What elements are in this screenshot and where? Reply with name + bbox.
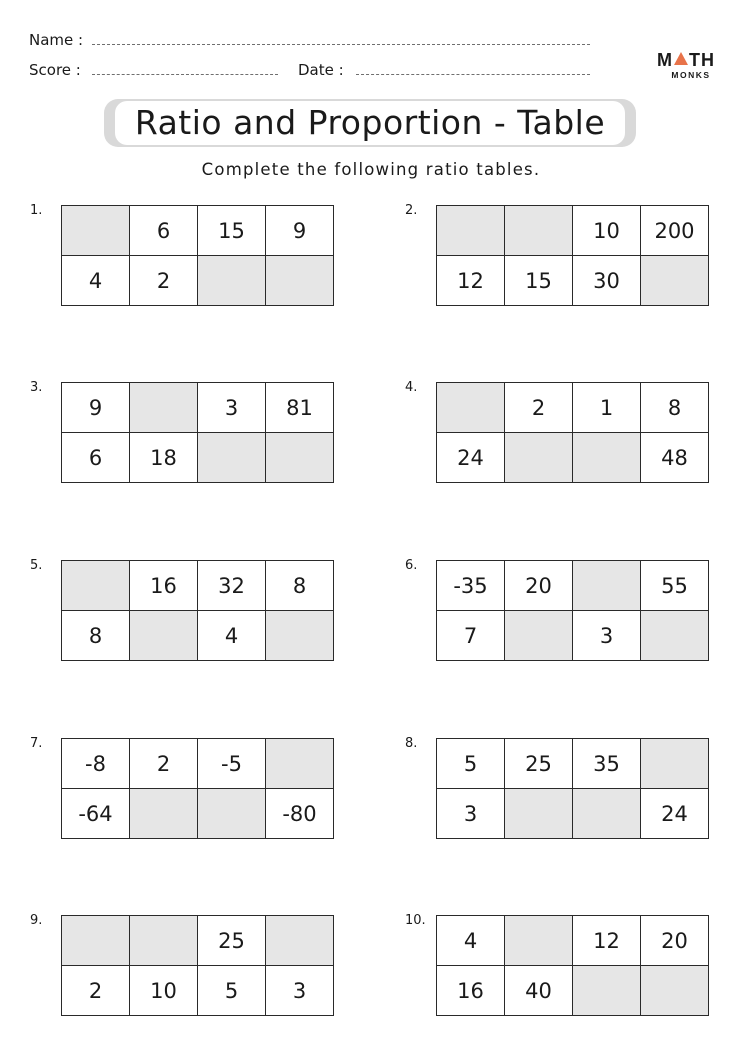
given-cell: 10 [130,966,198,1016]
problem-number: 9. [30,913,43,928]
answer-cell[interactable] [62,916,130,966]
given-cell: 20 [641,916,709,966]
name-field[interactable] [92,44,590,45]
page-title: Ratio and Proportion - Table [115,101,625,145]
given-cell: 4 [62,256,130,306]
table-row [62,206,334,256]
answer-cell[interactable] [641,256,709,306]
given-cell: 25 [198,916,266,966]
given-cell: 9 [266,206,334,256]
answer-cell[interactable] [62,206,130,256]
given-cell: 48 [641,433,709,483]
given-cell: 12 [573,916,641,966]
given-cell: 6 [62,433,130,483]
answer-cell[interactable] [198,433,266,483]
given-cell: 24 [641,789,709,839]
ratio-table [61,560,334,661]
given-cell: 3 [437,789,505,839]
given-cell: -64 [62,789,130,839]
given-cell: 18 [130,433,198,483]
date-field[interactable] [356,74,590,75]
answer-cell[interactable] [641,611,709,661]
problem-number: 10. [405,913,426,928]
problem-number: 6. [405,558,418,573]
ratio-table [436,738,709,839]
given-cell: 5 [437,739,505,789]
problem-number: 7. [30,736,43,751]
answer-cell[interactable] [437,206,505,256]
ratio-table [436,560,709,661]
table-row [437,916,709,966]
table-row [62,966,334,1016]
given-cell: 12 [437,256,505,306]
given-cell: 25 [505,739,573,789]
answer-cell[interactable] [641,966,709,1016]
answer-cell[interactable] [573,561,641,611]
answer-cell[interactable] [130,611,198,661]
given-cell: 8 [266,561,334,611]
answer-cell[interactable] [437,383,505,433]
answer-cell[interactable] [198,789,266,839]
answer-cell[interactable] [573,789,641,839]
answer-cell[interactable] [641,739,709,789]
answer-cell[interactable] [198,256,266,306]
answer-cell[interactable] [266,256,334,306]
title-banner [104,99,636,147]
answer-cell[interactable] [505,433,573,483]
given-cell: 3 [266,966,334,1016]
answer-cell[interactable] [505,789,573,839]
given-cell: -5 [198,739,266,789]
table-row [62,433,334,483]
answer-cell[interactable] [266,739,334,789]
answer-cell[interactable] [505,206,573,256]
table-row [62,611,334,661]
given-cell: 30 [573,256,641,306]
problem-number: 1. [30,203,43,218]
given-cell: 7 [437,611,505,661]
ratio-table [61,205,334,306]
table-row [437,256,709,306]
table-row [437,739,709,789]
given-cell: 20 [505,561,573,611]
problem-number: 2. [405,203,418,218]
answer-cell[interactable] [266,916,334,966]
given-cell: 8 [641,383,709,433]
ratio-table [436,382,709,483]
given-cell: 4 [437,916,505,966]
problem-number: 8. [405,736,418,751]
given-cell: 40 [505,966,573,1016]
given-cell: 10 [573,206,641,256]
ratio-table [61,738,334,839]
math-monks-logo [650,50,722,80]
table-row [62,383,334,433]
name-label: Name : [29,31,84,49]
answer-cell[interactable] [62,561,130,611]
given-cell: 3 [198,383,266,433]
ratio-table [436,205,709,306]
problem-number: 4. [405,380,418,395]
table-row [62,561,334,611]
table-row [437,433,709,483]
ratio-table [436,915,709,1016]
table-row [437,611,709,661]
score-label: Score : [29,61,81,79]
given-cell: 15 [198,206,266,256]
given-cell: -80 [266,789,334,839]
given-cell: 2 [130,739,198,789]
ratio-table [61,382,334,483]
given-cell: 15 [505,256,573,306]
given-cell: 35 [573,739,641,789]
instructions: Complete the following ratio tables. [201,160,541,179]
given-cell: 8 [62,611,130,661]
table-row [62,256,334,306]
table-row [62,916,334,966]
answer-cell[interactable] [573,966,641,1016]
score-field[interactable] [92,74,278,75]
logo-text-right: TH [689,50,715,70]
logo-subtext: MONKS [671,70,711,80]
given-cell: 3 [573,611,641,661]
answer-cell[interactable] [505,611,573,661]
given-cell: 24 [437,433,505,483]
given-cell: -8 [62,739,130,789]
given-cell: 2 [130,256,198,306]
given-cell: 81 [266,383,334,433]
given-cell: 4 [198,611,266,661]
date-label: Date : [298,61,344,79]
triangle-icon [674,52,688,65]
table-row [437,383,709,433]
ratio-table [61,915,334,1016]
given-cell: 1 [573,383,641,433]
answer-cell[interactable] [573,433,641,483]
problem-number: 5. [30,558,43,573]
answer-cell[interactable] [266,433,334,483]
answer-cell[interactable] [130,789,198,839]
given-cell: 55 [641,561,709,611]
answer-cell[interactable] [266,611,334,661]
logo-text-left: M [657,50,673,70]
table-row [62,789,334,839]
given-cell: 2 [505,383,573,433]
given-cell: 5 [198,966,266,1016]
given-cell: 200 [641,206,709,256]
table-row [437,789,709,839]
answer-cell[interactable] [505,916,573,966]
table-row [437,206,709,256]
given-cell: 16 [437,966,505,1016]
table-row [437,966,709,1016]
answer-cell[interactable] [130,916,198,966]
table-row [437,561,709,611]
table-row [62,739,334,789]
problem-number: 3. [30,380,43,395]
given-cell: 32 [198,561,266,611]
given-cell: 2 [62,966,130,1016]
answer-cell[interactable] [130,383,198,433]
given-cell: 9 [62,383,130,433]
given-cell: -35 [437,561,505,611]
given-cell: 16 [130,561,198,611]
given-cell: 6 [130,206,198,256]
